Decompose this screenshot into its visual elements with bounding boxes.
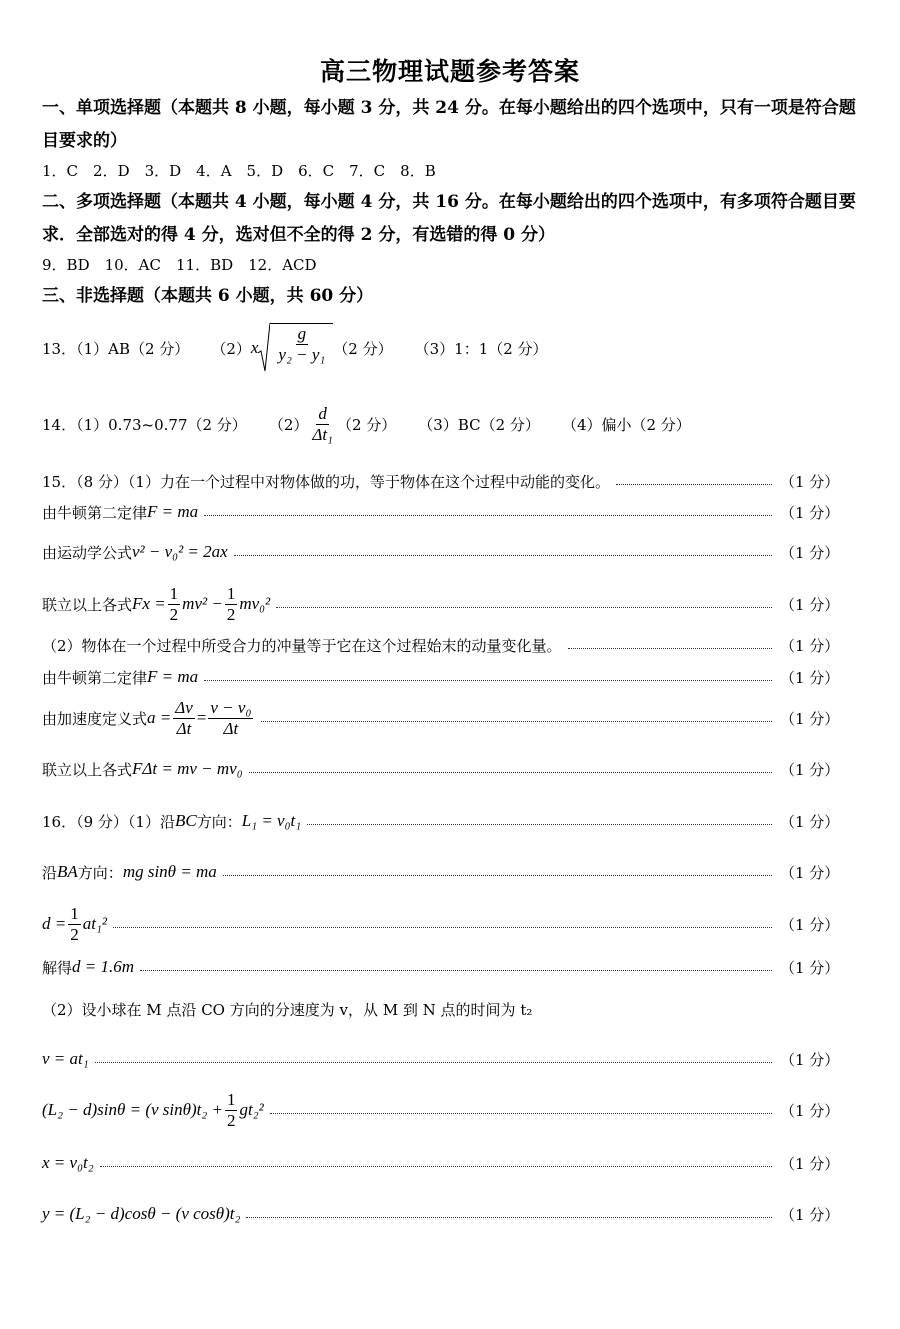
section-1-heading: 一、单项选择题（本题共 8 小题，每小题 3 分，共 24 分。在每小题给出的四个选项中，只有一项是符合题目要求的） [42, 98, 856, 151]
dot-leader [113, 927, 772, 928]
dot-leader [234, 555, 772, 556]
q15-line-7: 由加速度定义式 a = $\frac{\Delta v}{\Delta t}$ = $\frac{\text{v − v₀}}{\Delta t}$ （1 分） [42, 697, 840, 738]
q15-line-2: 由牛顿第二定律 F = ma （1 分） [42, 502, 840, 522]
section-2-heading: 二、多项选择题（本题共 4 小题，每小题 4 分，共 16 分。在每小题给出的四个选项中，有多项符合题目要求．全部选对的得 4 分，选对但不全的得 2 分，有选错的得 0 分） [42, 192, 856, 245]
dot-leader [568, 648, 772, 649]
q15-line-3: 由运动学公式 v² − v₀² = 2ax （1 分） [42, 542, 840, 562]
dot-leader [616, 484, 772, 485]
dot-leader [223, 875, 772, 876]
q16-line-1: 16．（9 分）（1）沿 BC 方向： L₁ = v₀t₁ （1 分） [42, 811, 840, 831]
q16-line-8: x = v₀t₂ （1 分） [42, 1153, 840, 1173]
section-2-answers: 9．BD 10．AC 11．BD 12．ACD [42, 256, 317, 274]
q16-line-9: y = (L₂ − d)cosθ − (v cosθ)t₂ （1 分） [42, 1204, 840, 1224]
dot-leader [140, 970, 772, 971]
dot-leader [276, 607, 772, 608]
dot-leader [204, 680, 772, 681]
q16-line-3: d = $\frac{1}{2}$ at₁² （1 分） [42, 903, 840, 944]
fraction-d-over-dt: $\frac{d}{\text{Δt₁}}$ [312, 403, 333, 444]
dot-leader [249, 772, 772, 773]
q15-line-4: 联立以上各式 Fx = $\frac{1}{2}$ mv² − $\frac{1}{2}$ mv₀² （1 分） [42, 583, 840, 624]
q16-line-6: v = at₁ （1 分） [42, 1049, 840, 1069]
dot-leader [204, 515, 772, 516]
q15-line-8: 联立以上各式 FΔt = mv − mv₀ （1 分） [42, 759, 840, 779]
dot-leader [307, 824, 772, 825]
q16-line-4: 解得 d = 1.6m （1 分） [42, 957, 840, 977]
q15-line-5: （2）物体在一个过程中所受合力的冲量等于它在这个过程始末的动量变化量。 （1 分） [42, 636, 840, 655]
radical-sign-icon [258, 323, 270, 373]
dot-leader [261, 721, 772, 722]
dot-leader [246, 1217, 772, 1218]
q15-line-6: 由牛顿第二定律 F = ma （1 分） [42, 667, 840, 687]
q15-line-1: 15．（8 分）（1）力在一个过程中对物体做的功，等于物体在这个过程中动能的变化。 （1 分） [42, 472, 840, 491]
page-title: 高三物理试题参考答案 [319, 57, 580, 86]
q16-line-5: （2）设小球在 M 点沿 CO 方向的分速度为 v，从 M 到 N 点的时间为 t₂ [42, 1000, 533, 1019]
section-1-answers: 1．C 2．D 3．D 4．A 5．D 6．C 7．C 8．B [42, 162, 436, 180]
q16-line-7: (L₂ − d)sinθ = (v sinθ)t₂ + $\frac{1}{2}$ gt₂² （1 分） [42, 1089, 840, 1130]
section-3-heading: 三、非选择题（本题共 6 小题，共 60 分） [42, 286, 374, 306]
q14-answer: 14．（1）0.73~0.77（2 分） （2） $\frac{d}{\text{Δt₁}}$ （2 分） （3）BC（2 分） （4）偏小（2 分） [42, 403, 691, 444]
dot-leader [100, 1166, 772, 1167]
dot-leader [95, 1062, 772, 1063]
sqrt-expression: $\frac{g}{\text{y₂ − y₁}}$ [258, 323, 333, 373]
q16-line-2: 沿 BA 方向： mg sinθ = ma （1 分） [42, 862, 840, 882]
q13-answer: 13．（1）AB（2 分） （2） x $\frac{g}{\text{y₂ − y₁}}$ （2 分） （3）1：1（2 分） [42, 322, 548, 374]
dot-leader [270, 1113, 772, 1114]
